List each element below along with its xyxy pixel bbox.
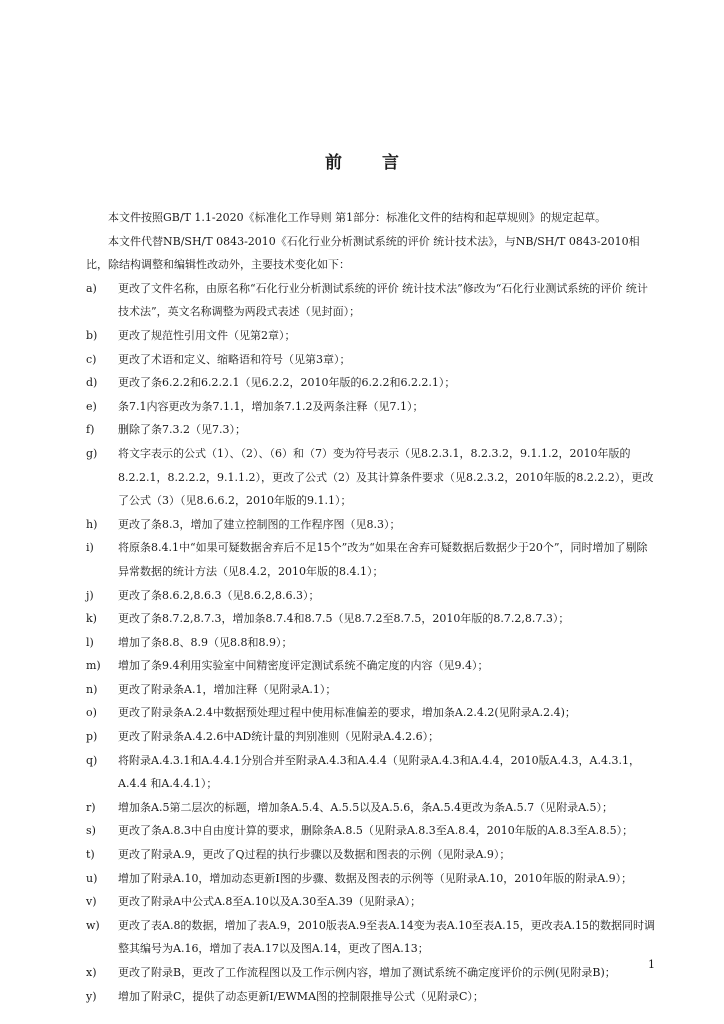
page-title: [0, 148, 724, 173]
list-item: [86, 678, 658, 702]
list-item-text: 更改了附录B，更改了工作流程图以及工作示例内容，增加了测试系统不确定度评价的示例(见附录B)；: [118, 966, 616, 979]
list-item-text: 更改了术语和定义、缩略语和符号（见第3章）；: [118, 352, 351, 366]
list-item: [86, 914, 658, 961]
list-item-text: 将原条8.4.1中“如果可疑数据舍弃后不足15个”改为“如果在舍弃可疑数据后数据少于20个”，同时增加了剔除异常数据的统计方法（见8.4.2，2010年版的8.4.1）；: [118, 541, 648, 578]
list-item-label: j): [86, 588, 94, 602]
list-item-label: y): [86, 989, 97, 1003]
page-title-right: 言: [382, 153, 399, 173]
list-item: [86, 324, 658, 348]
list-item: [86, 395, 658, 419]
list-item-text: 更改了条6.2.2和6.2.2.1（见6.2.2，2010年版的6.2.2和6.2.2.1）；: [118, 376, 456, 390]
list-item-text: 更改了规范性引用文件（见第2章）；: [118, 328, 296, 342]
list-item-label: m): [86, 659, 101, 673]
page-number: 1: [648, 958, 655, 971]
list-item: [86, 348, 658, 372]
paragraph: 本文件代替NB/SH/T 0843-2010《石化行业分析测试系统的评价 统计技术法》，与NB/SH/T 0843-2010相比，除结构调整和编辑性改动外，主要技术变化如下：: [86, 234, 640, 272]
list-item: [86, 536, 658, 583]
list-item: [86, 607, 658, 631]
list-item-text: 更改了条8.3，增加了建立控制图的工作程序图（见8.3）；: [118, 517, 401, 531]
list-item-text: 更改了附录条A.1，增加注释（见附录A.1）；: [118, 682, 337, 696]
list-item-label: a): [86, 281, 97, 295]
list-item-label: s): [86, 824, 96, 838]
list-item-label: d): [86, 376, 98, 390]
list-item-label: p): [86, 730, 98, 744]
list-item-label: x): [86, 966, 97, 979]
list-item: [86, 843, 658, 867]
list-item: [86, 701, 658, 725]
list-item-text: 条7.1内容更改为条7.1.1，增加条7.1.2及两条注释（见7.1）；: [118, 399, 424, 413]
list-item: [86, 584, 658, 608]
document-body: [86, 206, 658, 1008]
list-item-text: 更改了条8.7.2,8.7.3，增加条8.7.4和8.7.5（见8.7.2至8.7.5，2010年版的8.7.2,8.7.3）；: [118, 612, 570, 626]
list-item-text: 增加了条9.4利用实验室中间精密度评定测试系统不确定度的内容（见9.4）；: [118, 659, 489, 673]
list-item-text: 更改了附录条A.2.4中数据预处理过程中使用标准偏差的要求，增加条A.2.4.2(见附录A.2.4)；: [118, 706, 576, 720]
list-item: [86, 418, 658, 442]
list-item: [86, 371, 658, 395]
list-item: [86, 631, 658, 655]
list-item-label: u): [86, 871, 98, 885]
list-item-label: r): [86, 800, 96, 814]
list-item-text: 增加了附录C，提供了动态更新I/EWMA图的控制限推导公式（见附录C）；: [118, 989, 484, 1003]
list-item-label: o): [86, 706, 97, 720]
list-item-label: c): [86, 352, 97, 366]
list-item-text: 更改了条8.6.2,8.6.3（见8.6.2,8.6.3）；: [118, 588, 320, 602]
list-item-label: l): [86, 635, 94, 649]
list-item: [86, 725, 658, 749]
list-item-label: k): [86, 612, 97, 626]
list-item-label: b): [86, 328, 98, 342]
page-title-left: 前: [325, 153, 342, 173]
list-item-text: 删除了条7.3.2（见7.3）；: [118, 423, 246, 437]
list-item-text: 增加了附录A.10，增加动态更新I图的步骤、数据及图表的示例等（见附录A.10，2010年版的附录A.9）；: [118, 871, 633, 885]
list-item-label: v): [86, 895, 97, 909]
list-item-label: f): [86, 423, 95, 437]
list-item-text: 增加了条8.8、8.9（见8.8和8.9）；: [118, 635, 293, 649]
list-item: [86, 796, 658, 820]
list-item: [86, 513, 658, 537]
list-item-label: i): [86, 541, 94, 555]
list-item-label: g): [86, 446, 98, 460]
list-item-text: 将文字表示的公式（1）、（2）、（6）和（7）变为符号表示（见8.2.3.1，8.2.3.2，9.1.1.2，2010年版的8.2.2.1，8.2.2.2，9.1.1.2），更改了公式（2）及其计算条件要求（见8.2.3.2，2010年版的8.2.2.2），更改了公式（3）（见8.6.6.2，2010年版的9.1.1）；: [118, 446, 654, 508]
list-item-label: t): [86, 848, 95, 862]
list-item-text: 更改了附录A.9，更改了Q过程的执行步骤以及数据和图表的示例（见附录A.9）；: [118, 848, 511, 862]
list-item-label: q): [86, 753, 98, 767]
list-item-label: n): [86, 682, 98, 696]
list-item-label: w): [86, 918, 100, 932]
list-item: [86, 819, 658, 843]
list-item: [86, 867, 658, 891]
list-item: [86, 654, 658, 678]
list-item: [86, 985, 658, 1009]
list-item-text: 增加条A.5第二层次的标题，增加条A.5.4、A.5.5以及A.5.6，条A.5.4更改为条A.5.7（见附录A.5）；: [118, 800, 614, 814]
list-item-text: 更改了附录A中公式A.8至A.10以及A.30至A.39（见附录A）；: [118, 895, 422, 909]
list-item: [86, 277, 658, 324]
list-item-label: e): [86, 399, 97, 413]
list-item: [86, 890, 658, 914]
list-item: [86, 442, 658, 513]
paragraph: 本文件按照GB/T 1.1-2020《标准化工作导则 第1部分：标准化文件的结构和起草规则》的规定起草。: [108, 211, 607, 224]
list-item-text: 将附录A.4.3.1和A.4.4.1分别合并至附录A.4.3和A.4.4（见附录A.4.3和A.4.4，2010版A.4.3，A.4.3.1，A.4.4 和A.4.4.1）；: [118, 753, 640, 791]
list-item: [86, 961, 658, 985]
list-item-text: 更改了条A.8.3中自由度计算的要求，删除条A.8.5（见附录A.8.3至A.8.4，2010年版的A.8.3至A.8.5）；: [118, 824, 634, 838]
list-item-label: h): [86, 517, 98, 531]
list-item-text: 更改了表A.8的数据，增加了表A.9，2010版表A.9至表A.14变为表A.10至表A.15，更改表A.15的数据同时调整其编号为A.16，增加了表A.17以及图A.14，更改了图A.13；: [118, 918, 656, 956]
list-item: [86, 749, 658, 796]
list-item-text: 更改了文件名称，由原名称“石化行业分析测试系统的评价 统计技术法”修改为“石化行业测试系统的评价 统计技术法”，英文名称调整为两段式表述（见封面）；: [118, 281, 648, 319]
list-item-text: 更改了附录条A.4.2.6中AD统计量的判别准则（见附录A.4.2.6）；: [118, 730, 440, 744]
